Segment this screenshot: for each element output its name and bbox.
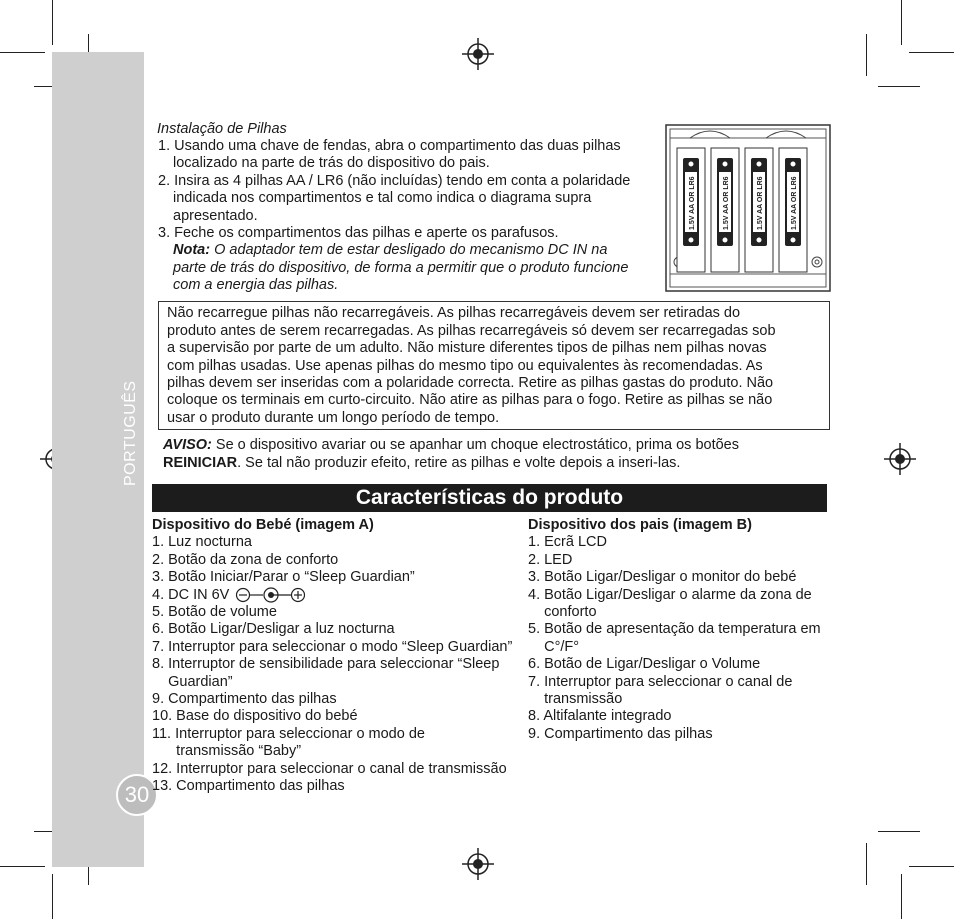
list-item: 8. Altifalante integrado — [528, 708, 672, 725]
aviso-text: . Se tal não produzir efeito, retire as pilhas e volte depois a inseri-las. — [237, 455, 681, 471]
battery-label: 1.5V AA OR LR6 — [723, 176, 730, 230]
crop-mark — [52, 874, 53, 919]
list-item: 12. Interruptor para seleccionar o canal de transmissão — [152, 760, 507, 777]
parent-unit-column — [528, 517, 833, 743]
list-item: Guardian” — [152, 673, 233, 690]
crop-mark — [878, 86, 920, 87]
install-note — [173, 242, 607, 260]
registration-mark-icon — [462, 38, 494, 70]
list-item: 9. Compartimento das pilhas — [152, 691, 337, 708]
crop-mark — [901, 874, 902, 919]
list-item: C°/F° — [528, 638, 580, 655]
install-step-2-cont: indicada nos compartimentos e tal como indica o diagrama supra — [173, 190, 592, 206]
list-item-dc — [152, 587, 522, 604]
battery-label: 1.5V AA OR LR6 — [689, 176, 696, 230]
list-item: 10. Base do dispositivo do bebé — [152, 708, 358, 725]
battery-compartment-diagram — [665, 124, 831, 292]
list-item: 11. Interruptor para seleccionar o modo de — [152, 725, 425, 742]
aviso-paragraph-cont — [163, 455, 680, 473]
list-item: 8. Interruptor de sensibilidade para seleccionar “Sleep — [152, 656, 500, 673]
warning-line: pilhas devem ser inseridas com a polaridade correcta. Retire as pilhas gastas do produto. Não — [167, 375, 774, 391]
list-item: 2. Botão da zona de conforto — [152, 551, 339, 568]
crop-mark — [901, 0, 902, 45]
battery-label: 1.5V AA OR LR6 — [791, 176, 798, 230]
list-item: 4. Botão Ligar/Desligar o alarme da zona de — [528, 586, 812, 603]
install-note-cont: parte de trás do dispositivo, de forma a permitir que o produto funcione — [173, 260, 629, 276]
baby-unit-title: Dispositivo do Bebé (imagem A) — [152, 517, 374, 533]
install-step-1: 1. Usando uma chave de fendas, abra o compartimento das duas pilhas — [158, 138, 621, 154]
language-label: PORTUGUÊS — [122, 380, 139, 486]
note-text: O adaptador tem de estar desligado do mecanismo DC IN na — [210, 242, 608, 258]
list-item: transmissão — [528, 691, 623, 708]
crop-mark — [52, 0, 53, 45]
registration-mark-icon — [462, 848, 494, 880]
list-item: 4. DC IN 6V — [152, 586, 230, 603]
note-label: Nota: — [173, 242, 211, 258]
page-number: 30 — [116, 774, 158, 816]
list-item: conforto — [528, 604, 597, 621]
list-item: 6. Botão de Ligar/Desligar o Volume — [528, 656, 761, 673]
warning-line: produto antes de serem recarregadas. As pilhas recarregáveis só devem ser recarregadas sob — [167, 323, 776, 339]
features-heading: Características do produto — [152, 484, 827, 512]
list-item: 7. Interruptor para seleccionar o canal de — [528, 673, 793, 690]
install-note-cont: com a energia das pilhas. — [173, 277, 339, 293]
parent-unit-title: Dispositivo dos pais (imagem B) — [528, 517, 752, 533]
battery-label: 1.5V AA OR LR6 — [757, 176, 764, 230]
crop-mark — [0, 52, 45, 53]
list-item: 5. Botão de volume — [152, 604, 277, 621]
list-item: 13. Compartimento das pilhas — [152, 778, 345, 795]
aviso-paragraph — [163, 437, 739, 455]
registration-mark-icon — [884, 443, 916, 475]
list-item: 3. Botão Ligar/Desligar o monitor do bebé — [528, 569, 797, 586]
warning-line: com pilhas usadas. Use apenas pilhas do mesmo tipo ou equivalentes às recomendadas. As — [167, 358, 763, 374]
warning-line: Não recarregue pilhas não recarregáveis. As pilhas recarregáveis devem ser retiradas do — [167, 305, 741, 321]
list-item: 1. Luz nocturna — [152, 534, 252, 551]
list-item: 1. Ecrã LCD — [528, 534, 607, 551]
warning-line: a supervisão por parte de um adulto. Não misture diferentes tipos de pilhas nem pilhas novas — [167, 340, 767, 356]
list-item: 3. Botão Iniciar/Parar o “Sleep Guardian” — [152, 569, 415, 586]
polarity-icon — [235, 587, 307, 603]
warning-line: coloque os terminais em curto-circuito. Não atire as pilhas para o fogo. Retire as pilhas se não — [167, 392, 773, 408]
list-item: 9. Compartimento das pilhas — [528, 725, 713, 742]
install-step-3: 3. Feche os compartimentos das pilhas e aperte os parafusos. — [158, 225, 559, 241]
aviso-reset: REINICIAR — [163, 455, 238, 471]
install-step-2-cont: apresentado. — [173, 208, 258, 224]
crop-mark — [866, 843, 867, 885]
install-step-1-cont: localizado na parte de trás do dispositivo do pais. — [173, 155, 490, 171]
install-title: Instalação de Pilhas — [157, 121, 287, 137]
crop-mark — [866, 34, 867, 76]
warning-line: usar o produto durante um longo período de tempo. — [167, 410, 500, 426]
list-item: transmissão “Baby” — [152, 743, 302, 760]
crop-mark — [909, 52, 954, 53]
aviso-label: AVISO: — [163, 437, 212, 453]
list-item: 6. Botão Ligar/Desligar a luz nocturna — [152, 621, 395, 638]
crop-mark — [878, 831, 920, 832]
baby-unit-column — [152, 517, 522, 796]
aviso-text: Se o dispositivo avariar ou se apanhar um choque electrostático, prima os botões — [211, 437, 740, 453]
list-item: 2. LED — [528, 551, 573, 568]
install-step-2: 2. Insira as 4 pilhas AA / LR6 (não incluídas) tendo em conta a polaridade — [158, 173, 631, 189]
crop-mark — [0, 866, 45, 867]
crop-mark — [909, 866, 954, 867]
list-item: 5. Botão de apresentação da temperatura em — [528, 621, 821, 638]
list-item: 7. Interruptor para seleccionar o modo “Sleep Guardian” — [152, 638, 513, 655]
